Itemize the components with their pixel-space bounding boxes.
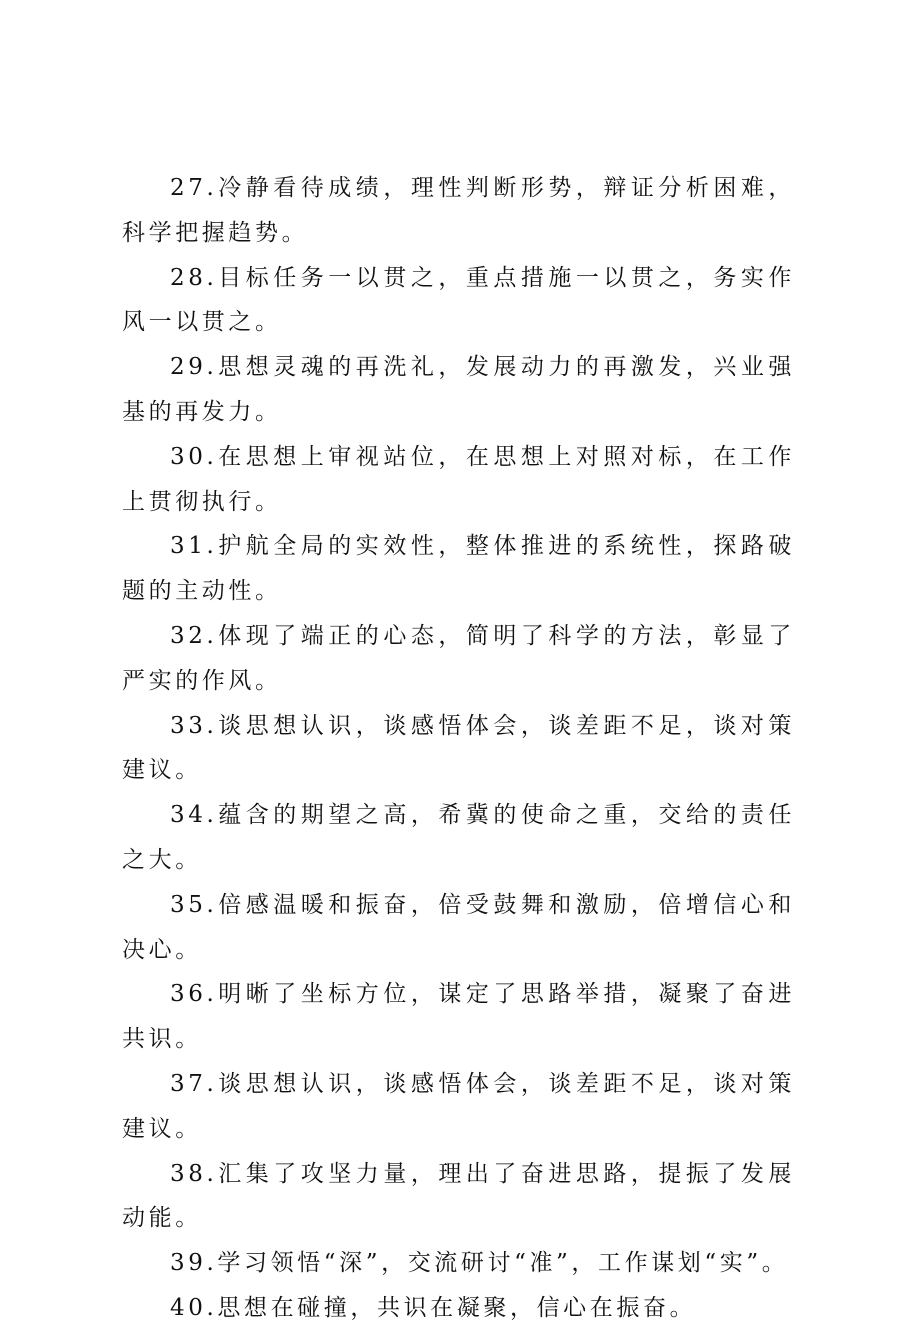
list-item-34: 34.蕴含的期望之高，希冀的使命之重，交给的责任之大。 <box>122 802 795 873</box>
list-item-39: 39.学习领悟“深”，交流研讨“准”，工作谋划“实”。 <box>170 1250 789 1277</box>
list-item-29: 29.思想灵魂的再洗礼，发展动力的再激发，兴业强基的再发力。 <box>122 354 795 425</box>
list-item-35: 35.倍感温暖和振奋，倍受鼓舞和激励，倍增信心和决心。 <box>122 891 795 963</box>
list-item-31: 31.护航全局的实效性，整体推进的系统性，探路破题的主动性。 <box>122 533 795 605</box>
list-item-32: 32.体现了端正的心态，简明了科学的方法，彰显了严实的作风。 <box>122 622 795 694</box>
document-body <box>122 166 795 1331</box>
list-item-40: 40.思想在碰撞，共识在凝聚，信心在振奋。 <box>170 1294 697 1321</box>
list-item-27: 27.冷静看待成绩，理性判断形势，辩证分析困难，科学把握趋势。 <box>122 175 795 246</box>
list-item-30: 30.在思想上审视站位，在思想上对照对标，在工作上贯彻执行。 <box>122 443 795 515</box>
list-item-38: 38.汇集了攻坚力量，理出了奋进思路，提振了发展动能。 <box>122 1160 795 1232</box>
list-item-37: 37.谈思想认识，谈感悟体会，谈差距不足，谈对策建议。 <box>122 1070 795 1142</box>
list-item-28: 28.目标任务一以贯之，重点措施一以贯之，务实作风一以贯之。 <box>122 264 795 336</box>
list-item-36: 36.明晰了坐标方位，谋定了思路举措，凝聚了奋进共识。 <box>122 981 795 1053</box>
list-item-33: 33.谈思想认识，谈感悟体会，谈差距不足，谈对策建议。 <box>122 712 795 784</box>
